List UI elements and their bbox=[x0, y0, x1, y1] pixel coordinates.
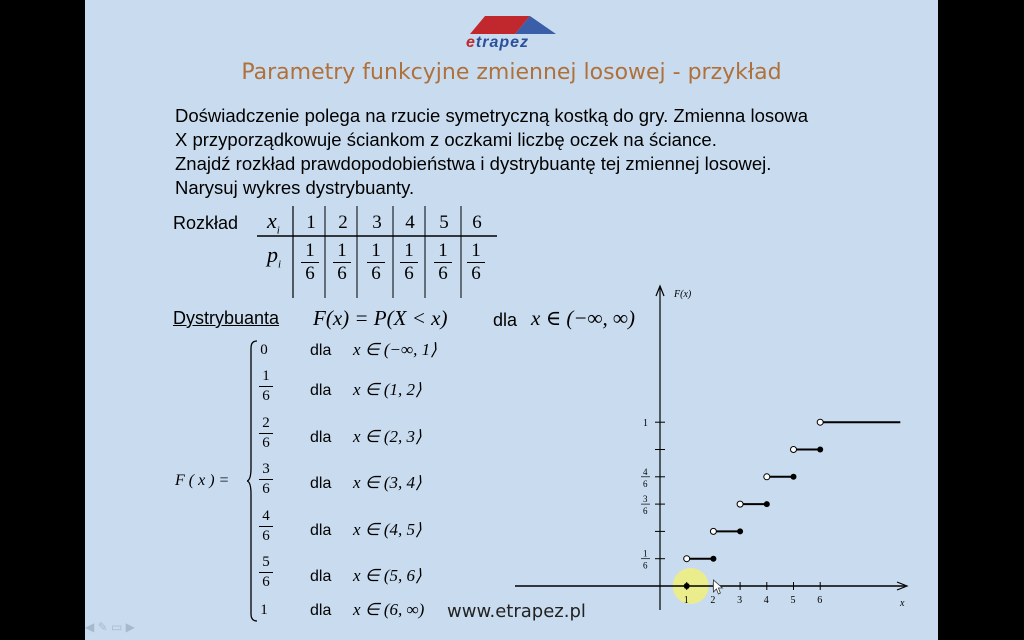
piecewise-dla: dla bbox=[310, 522, 332, 539]
intro-line: X przyporządkowuje ściankom z oczkami liczbę oczek na ściance. bbox=[175, 129, 717, 150]
prev-icon[interactable]: ◀ bbox=[85, 620, 98, 634]
y-tick-fraction-den: 6 bbox=[643, 478, 648, 489]
step-closed-dot bbox=[710, 556, 716, 562]
x-axis-label: x bbox=[900, 598, 905, 609]
cdf-dla: dla bbox=[493, 310, 518, 330]
piecewise-value: 5 6 bbox=[257, 554, 275, 591]
step-closed-dot bbox=[764, 501, 770, 507]
mouse-cursor-icon bbox=[713, 580, 722, 594]
y-tick-fraction-num: 3 bbox=[643, 494, 648, 505]
piecewise-interval: x ∈ (1, 2⟩ bbox=[353, 380, 422, 399]
x-value: 2 bbox=[338, 212, 348, 233]
distribution-table bbox=[257, 206, 497, 298]
p-value: 1 6 bbox=[298, 241, 322, 284]
menu-icon[interactable]: ▭ bbox=[110, 620, 126, 634]
p-value: 1 6 bbox=[464, 241, 488, 284]
piecewise-dla: dla bbox=[310, 475, 332, 492]
footer-url[interactable]: www.etrapez.pl bbox=[447, 601, 586, 622]
intro-line: Narysuj wykres dystrybuanty. bbox=[175, 177, 415, 198]
x-value: 6 bbox=[472, 212, 482, 233]
piecewise-value: 4 6 bbox=[257, 508, 275, 545]
step-open-dot bbox=[764, 474, 770, 480]
step-closed-dot bbox=[737, 528, 743, 534]
slide bbox=[85, 0, 938, 640]
piecewise-value: 3 6 bbox=[257, 461, 275, 498]
step-open-dot bbox=[684, 556, 690, 562]
piecewise-dla: dla bbox=[310, 342, 332, 359]
intro-line: Doświadczenie polega na rzucie symetryczną kostką do gry. Zmienna losowa bbox=[175, 105, 809, 126]
y-tick-fraction-num: 4 bbox=[643, 466, 648, 477]
x-tick-label: 3 bbox=[737, 595, 743, 606]
piecewise-dla: dla bbox=[310, 568, 332, 585]
x-header: $x_i$ bbox=[267, 208, 280, 237]
x-value: 1 bbox=[306, 212, 316, 233]
step-closed-dot bbox=[684, 583, 690, 589]
logo-text: trapez bbox=[475, 34, 530, 51]
piecewise-interval: x ∈ (5, 6⟩ bbox=[353, 566, 422, 585]
slide-title: Parametry funkcyjne zmiennej losowej - przykład bbox=[241, 60, 782, 85]
x-value: 5 bbox=[439, 212, 449, 233]
step-open-dot bbox=[710, 528, 716, 534]
intro-text bbox=[175, 104, 808, 200]
distribution-label: Rozkład bbox=[173, 213, 239, 233]
x-tick-label: 1 bbox=[683, 595, 689, 606]
next-icon[interactable]: ▶ bbox=[125, 620, 135, 634]
step-open-dot bbox=[817, 419, 823, 425]
piecewise-interval: x ∈ (3, 4⟩ bbox=[353, 473, 422, 492]
y-tick-fraction-num: 1 bbox=[643, 548, 648, 559]
cdf-label: Dystrybuanta bbox=[173, 308, 280, 328]
pen-icon[interactable]: ✎ bbox=[97, 620, 111, 634]
piecewise-value: 0 bbox=[260, 342, 268, 358]
piecewise-interval: x ∈ (6, ∞) bbox=[353, 600, 425, 619]
cdf-graph bbox=[510, 280, 930, 620]
p-value: 1 6 bbox=[330, 241, 354, 284]
piecewise-value: 2 6 bbox=[257, 415, 275, 452]
piecewise-value: 1 6 bbox=[257, 368, 275, 405]
slide-toolbar[interactable] bbox=[85, 620, 135, 634]
x-value: 4 bbox=[405, 212, 415, 233]
step-closed-dot bbox=[817, 447, 823, 453]
piecewise-lhs: F ( x ) = bbox=[175, 472, 230, 489]
p-value: 1 6 bbox=[431, 241, 455, 284]
cdf-formula: F(x) = P(X < x) bbox=[313, 306, 448, 330]
etrapez-logo bbox=[460, 12, 565, 52]
piecewise-dla: dla bbox=[310, 429, 332, 446]
step-open-dot bbox=[737, 501, 743, 507]
step-open-dot bbox=[791, 447, 797, 453]
p-value: 1 6 bbox=[364, 241, 388, 284]
piecewise-dla: dla bbox=[310, 602, 332, 619]
piecewise-interval: x ∈ (2, 3⟩ bbox=[353, 427, 422, 446]
y-tick-label: 1 bbox=[643, 418, 648, 430]
piecewise-dla: dla bbox=[310, 382, 332, 399]
piecewise-interval: x ∈ (−∞, 1⟩ bbox=[353, 340, 437, 359]
x-value: 3 bbox=[372, 212, 382, 233]
intro-line: Znajdź rozkład prawdopodobieństwa i dystrybuantę tej zmiennej losowej. bbox=[175, 153, 772, 174]
p-value: 1 6 bbox=[397, 241, 421, 284]
x-tick-label: 2 bbox=[710, 595, 716, 606]
piecewise-value: 1 bbox=[260, 602, 268, 618]
y-tick-fraction-den: 6 bbox=[643, 560, 648, 571]
cdf-domain: x ∈ (−∞, ∞) bbox=[531, 306, 635, 330]
x-tick-label: 6 bbox=[817, 595, 823, 606]
logo-e: e bbox=[466, 34, 476, 51]
x-tick-label: 4 bbox=[763, 595, 769, 606]
step-closed-dot bbox=[791, 474, 797, 480]
y-tick-fraction-den: 6 bbox=[643, 506, 648, 517]
y-axis-label: F(x) bbox=[674, 289, 692, 300]
piecewise-interval: x ∈ (4, 5⟩ bbox=[353, 520, 422, 539]
x-tick-label: 5 bbox=[790, 595, 796, 606]
p-header: $p_i$ bbox=[267, 242, 282, 271]
